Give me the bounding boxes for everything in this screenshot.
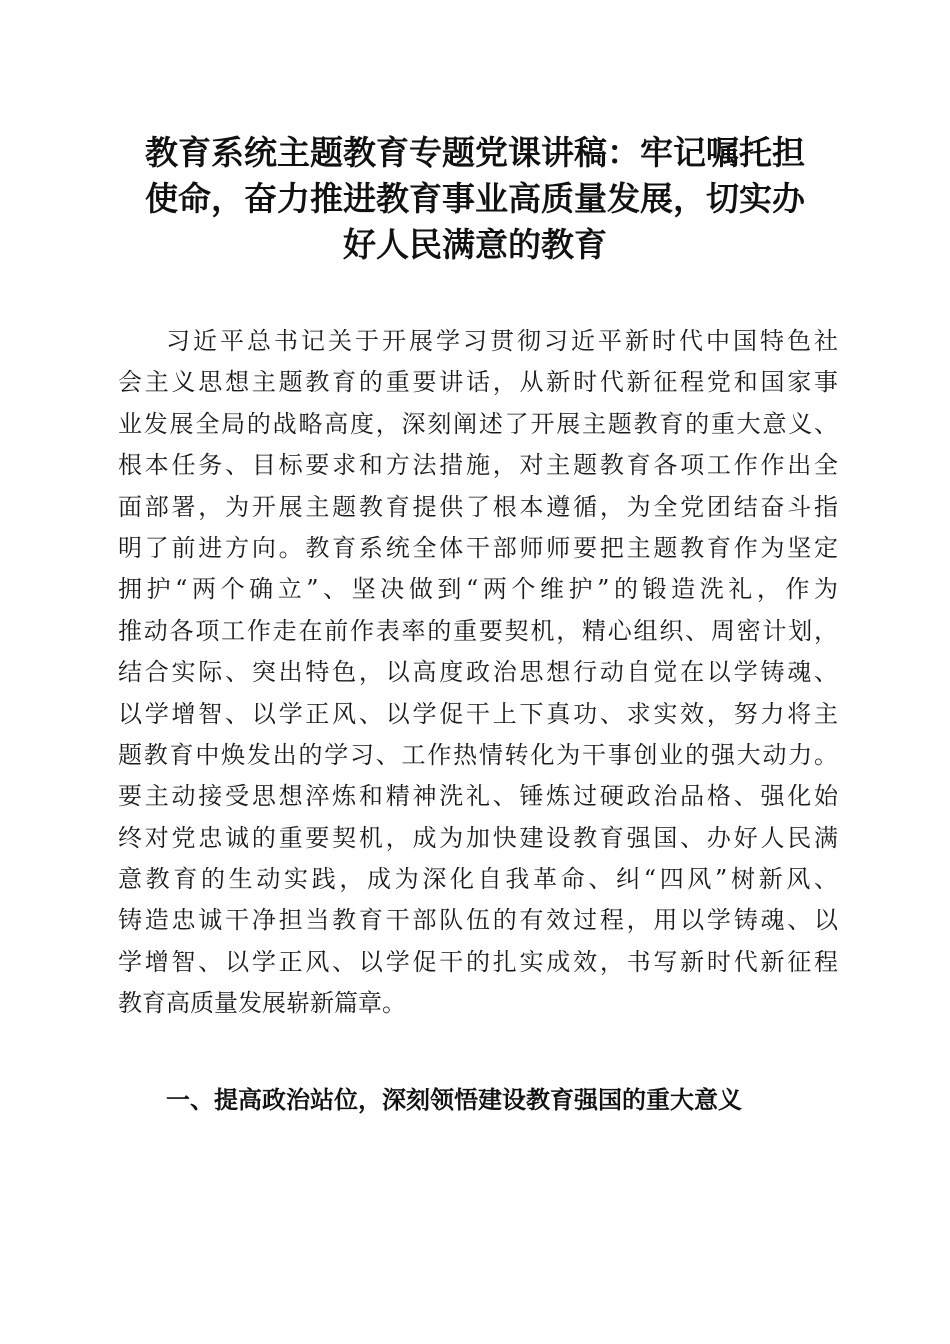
paragraph-line: 习近平总书记关于开展学习贯彻习近平新时代中国特色社 xyxy=(166,327,838,355)
paragraph-line: 推动各项工作走在前作表率的重要契机，精心组织、周密计划， xyxy=(118,616,838,645)
title-line: 使命，奋力推进教育事业高质量发展，切实办 xyxy=(145,179,805,218)
paragraph-line: 以学增智、以学正风、以学促干上下真功、求实效，努力将主 xyxy=(118,699,838,728)
paragraph-line: 意教育的生动实践，成为深化自我革命、纠“四风”树新风、 xyxy=(118,865,838,894)
title-line: 好人民满意的教育 xyxy=(343,225,607,264)
paragraph-line: 要主动接受思想淬炼和精神洗礼、锤炼过硬政治品格、强化始 xyxy=(118,782,838,811)
document-title xyxy=(100,130,850,268)
paragraph-line: 业发展全局的战略高度，深刻阐述了开展主题教育的重大意义、 xyxy=(118,409,838,438)
paragraph-line-last: 教育高质量发展崭新篇章。 xyxy=(118,989,406,1018)
paragraph-line: 铸造忠诚干净担当教育干部队伍的有效过程，用以学铸魂、以 xyxy=(118,906,838,935)
section-heading: 一、提高政治站位，深刻领悟建设教育强国的重大意义 xyxy=(166,1086,742,1114)
intro-paragraph xyxy=(118,321,838,1025)
paragraph-line: 明了前进方向。教育系统全体干部师师要把主题教育作为坚定 xyxy=(118,533,838,562)
title-line: 教育系统主题教育专题党课讲稿：牢记嘱托担 xyxy=(145,133,805,172)
paragraph-line: 终对党忠诚的重要契机，成为加快建设教育强国、办好人民满 xyxy=(118,823,838,852)
paragraph-line: 题教育中焕发出的学习、工作热情转化为干事创业的强大动力。 xyxy=(118,740,838,769)
paragraph-line: 拥护“两个确立”、坚决做到“两个维护”的锻造洗礼，作为 xyxy=(118,575,838,604)
paragraph-line: 学增智、以学正风、以学促干的扎实成效，书写新时代新征程 xyxy=(118,947,838,976)
paragraph-line: 面部署，为开展主题教育提供了根本遵循，为全党团结奋斗指 xyxy=(118,492,838,521)
paragraph-line: 结合实际、突出特色，以高度政治思想行动自觉在以学铸魂、 xyxy=(118,658,838,687)
paragraph-line: 会主义思想主题教育的重要讲话，从新时代新征程党和国家事 xyxy=(118,368,838,397)
paragraph-line: 根本任务、目标要求和方法措施，对主题教育各项工作作出全 xyxy=(118,451,838,480)
